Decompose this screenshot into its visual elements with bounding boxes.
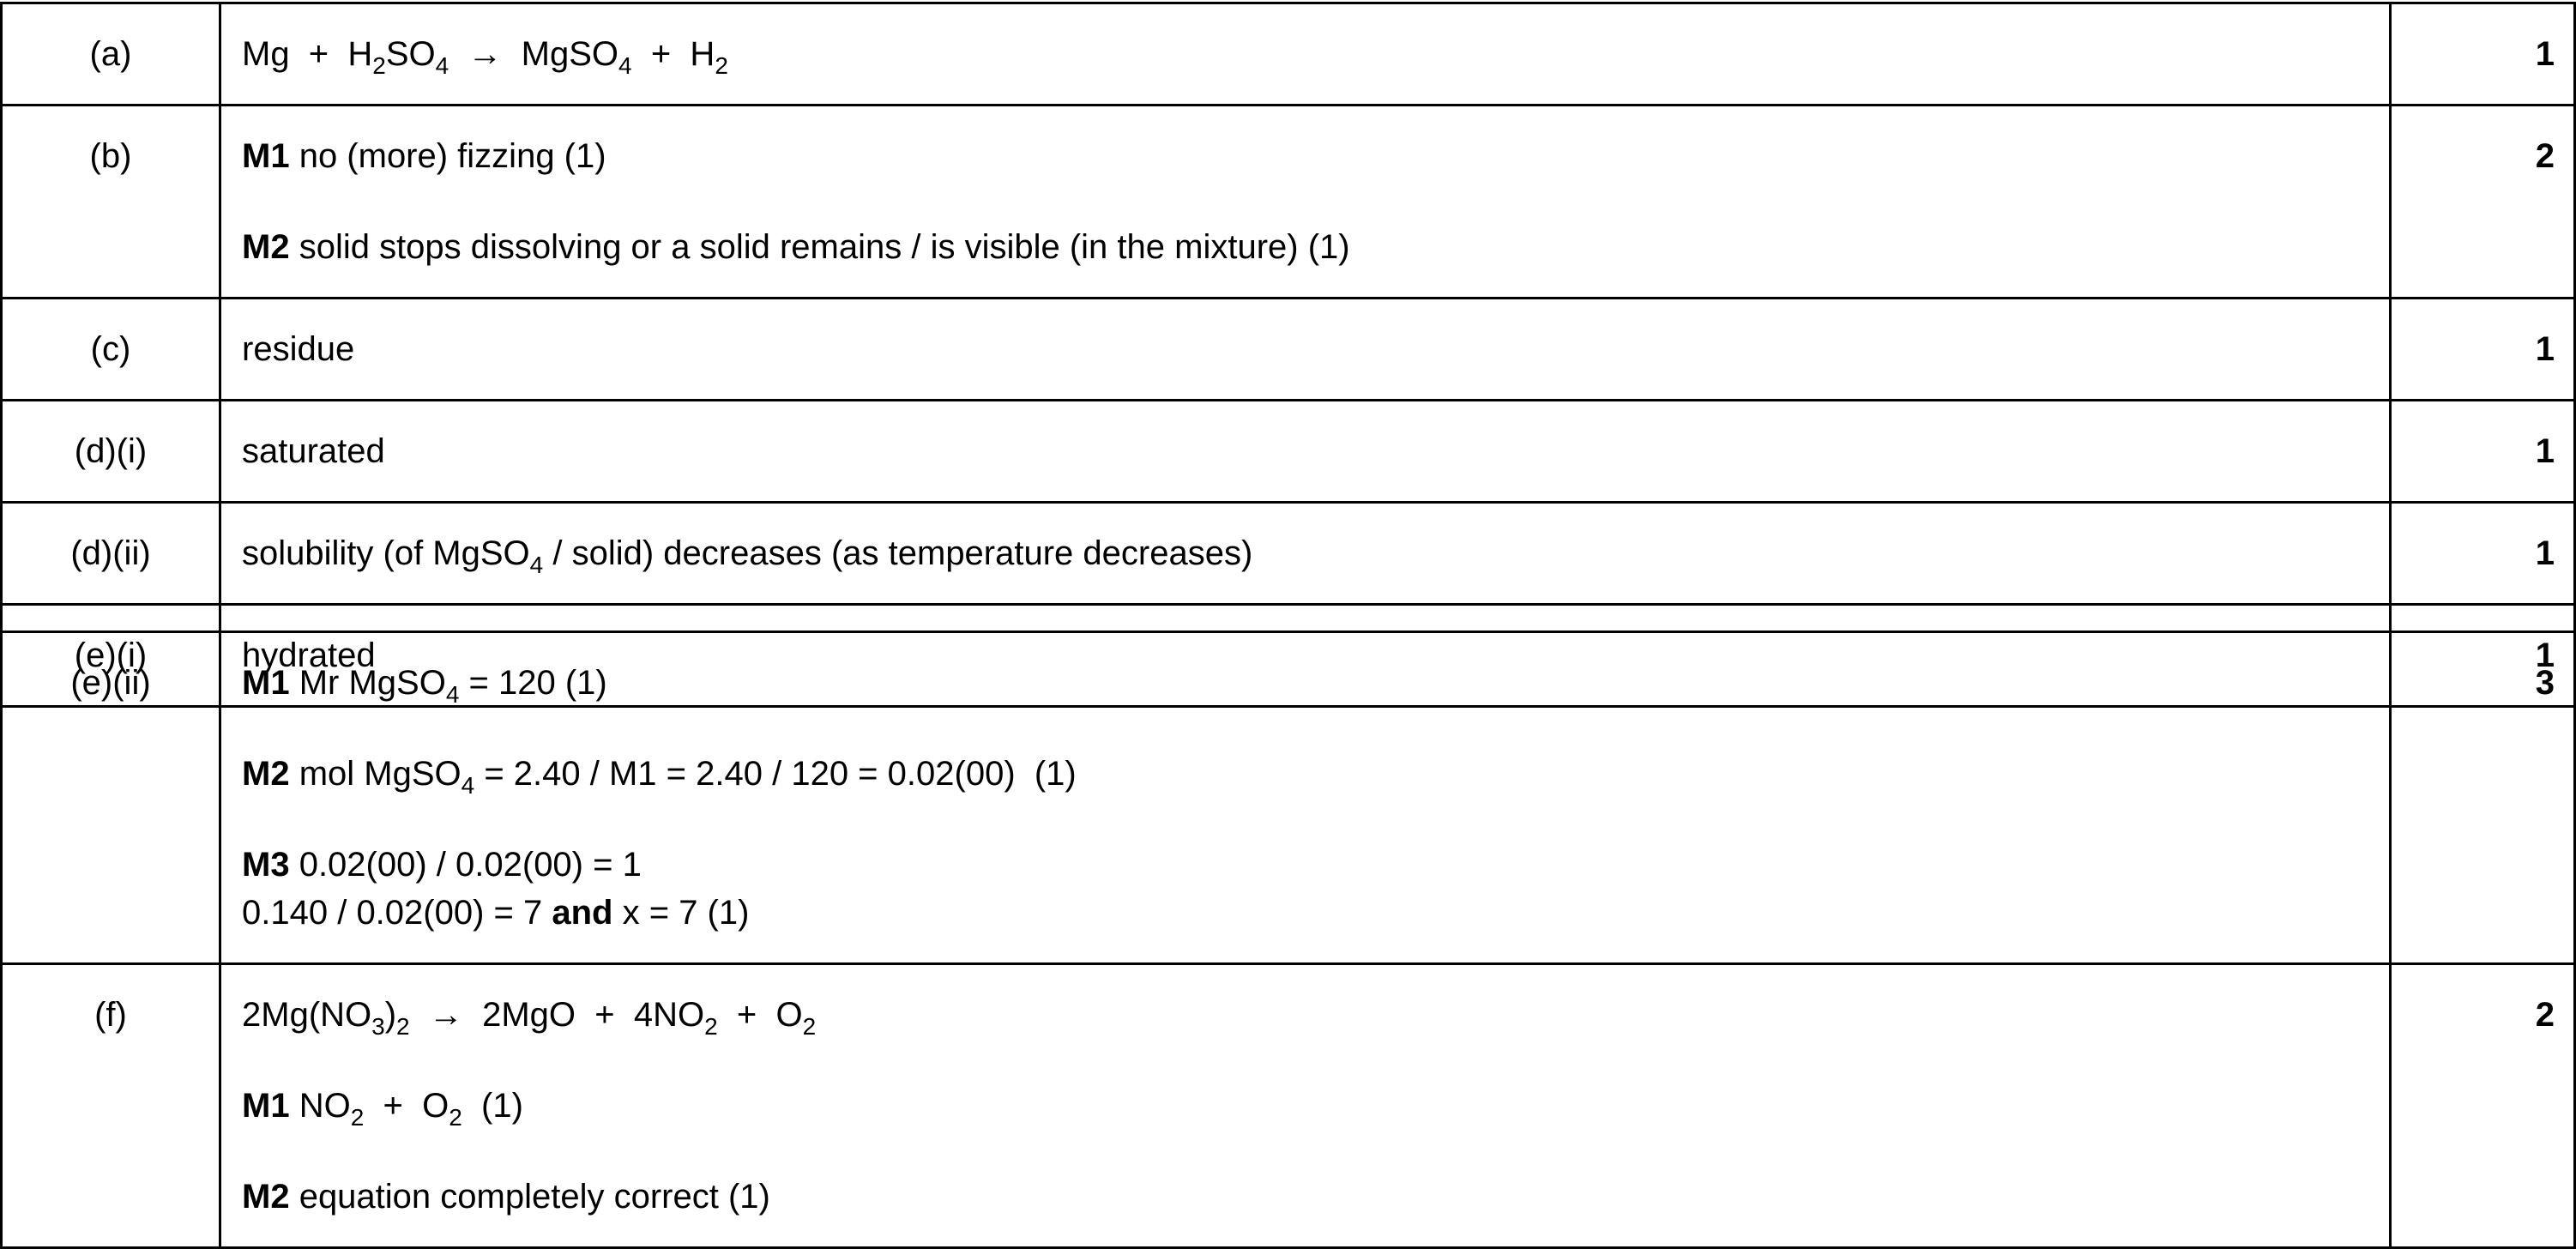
marking-point-m1: M1 $NO_2 + O_2$ (1) <box>242 1087 523 1131</box>
part-label: (c) <box>2 299 220 401</box>
part-label: (b) <box>2 106 220 299</box>
answer-cell: saturated <box>220 401 2391 503</box>
marking-point-m3: M3 0.02(00) / 0.02(00) = 1 <box>242 846 642 884</box>
part-label: (d)(ii) <box>2 503 220 605</box>
part-label: (f) <box>2 964 220 1248</box>
part-label: (a) <box>2 3 220 106</box>
answer-cell <box>220 106 2391 299</box>
part-label: (e)(ii) <box>2 632 220 964</box>
mark-cell: 1 <box>2391 503 2575 605</box>
marking-point-m1: M1 Mr MgSO$_4$ = 120 (1) <box>242 664 607 708</box>
row-d-ii <box>2 503 2575 605</box>
row-d-i <box>2 401 2575 503</box>
mark-cell: 2 <box>2391 964 2575 1248</box>
row-f <box>2 964 2575 1248</box>
marking-point-m2: M2 mol MgSO$_4$ = 2.40 / M1 = 2.40 / 120 = 0.02(00) (1) <box>242 755 1077 799</box>
part-label: (e)(i) <box>2 605 220 707</box>
row-e-ii <box>2 632 2575 964</box>
answer-cell <box>220 3 2391 106</box>
mark-scheme-table-top <box>0 2 2576 708</box>
marking-point-m2: M2 equation completely correct (1) <box>242 1178 770 1216</box>
answer-cell <box>220 964 2391 1248</box>
mark-cell: 1 <box>2391 401 2575 503</box>
mark-scheme-table-bottom <box>0 631 2576 1249</box>
answer-cell: solubility (of MgSO$_4$ / solid) decreases (as temperature decreases) <box>220 503 2391 605</box>
row-c <box>2 299 2575 401</box>
mark-cell: 3 <box>2391 632 2575 964</box>
answer-cell <box>220 632 2391 964</box>
answer-cell: residue <box>220 299 2391 401</box>
mark-cell: 1 <box>2391 3 2575 106</box>
marking-point-m1: M1 no (more) fizzing (1) <box>242 137 606 175</box>
mark-cell: 1 <box>2391 605 2575 707</box>
marking-point-m3-line2: 0.140 / 0.02(00) = 7 and x = 7 (1) <box>242 894 750 932</box>
answer-cell: hydrated <box>220 605 2391 707</box>
mark-cell: 1 <box>2391 299 2575 401</box>
marking-point-m2: M2 solid stops dissolving or a solid remains / is visible (in the mixture) (1) <box>242 228 1350 266</box>
equation-f: $2Mg(NO_3)_2 \to 2MgO + 4NO_2 + O_2$ <box>242 996 817 1040</box>
row-a <box>2 3 2575 106</box>
row-b <box>2 106 2575 299</box>
mark-cell: 2 <box>2391 106 2575 299</box>
part-label: (d)(i) <box>2 401 220 503</box>
equation-a: $Mg + H_2SO_4$ → MgSO$_4$ + $H_2$ <box>242 35 728 79</box>
